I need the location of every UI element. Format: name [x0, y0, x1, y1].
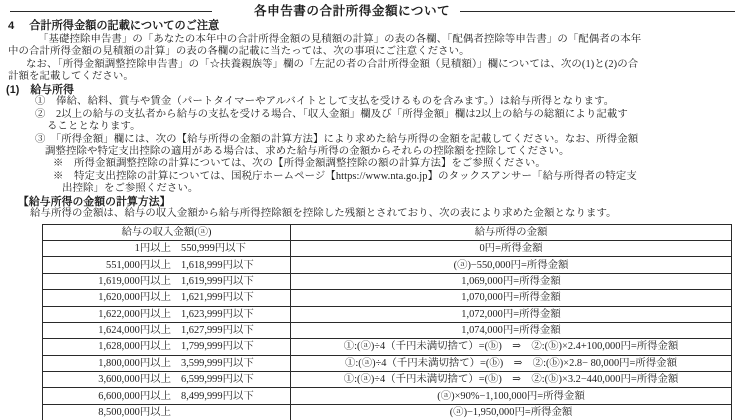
- table-row: [43, 372, 732, 388]
- table-row: [43, 388, 732, 404]
- income-calculation-table: [42, 224, 732, 420]
- table-row: [43, 273, 732, 289]
- salary-range-cell: [43, 388, 291, 404]
- table-header-row: [43, 224, 732, 240]
- salary-range-cell: [43, 322, 291, 338]
- income-amount-cell: 1,069,000円=所得金額: [291, 273, 732, 289]
- range-upper-bound: 1,623,999円以下: [181, 308, 254, 320]
- range-lower-bound: 1,622,000円以上: [98, 308, 171, 320]
- range-lower-bound: 1,619,000円以上: [98, 275, 171, 287]
- range-upper-bound: 6,599,999円以下: [181, 374, 254, 386]
- table-row: [43, 306, 732, 322]
- range-upper-bound: 1,618,999円以下: [181, 259, 254, 271]
- table-row: [43, 290, 732, 306]
- text-line: 「基礎控除申告書」の「あなたの本年中の合計所得金額の見積額の計算」の表の各欄、「配偶者控除等申告書」の「配偶者の本年: [38, 34, 642, 45]
- salary-range-cell: [43, 240, 291, 256]
- text-line: ※ 所得金額調整控除の計算については、次の【所得金額調整控除の額の計算方法】をご参照ください。: [53, 158, 546, 170]
- range-lower-bound: 6,600,000円以上: [98, 390, 171, 402]
- range-lower-bound: 8,500,000円以上: [98, 407, 171, 419]
- section-title: 合計所得金額の記載についてのご注意: [29, 20, 220, 32]
- range-upper-bound: 1,621,999円以下: [181, 292, 254, 304]
- header-salary-revenue: 給与の収入金額(ⓐ): [43, 224, 291, 240]
- table-row: [43, 257, 732, 273]
- range-lower-bound: 551,000円以上: [106, 259, 171, 271]
- text-line: 【給与所得の金額の計算方法】: [18, 195, 171, 208]
- text-line: ることとなります。: [47, 121, 141, 133]
- table-row: [43, 355, 732, 371]
- text-line: 計額を記載してください。: [8, 71, 134, 83]
- text-line: 給与所得の金額は、給与の収入金額から給与所得控除額を控除した残額とされており、次の表により求めた金額となります。: [30, 208, 617, 220]
- title-bar: [0, 0, 739, 20]
- income-amount-cell: ①:(ⓐ)÷4（千円未満切捨て）=(ⓑ) ⇒ ②:(ⓑ)×2.4+100,000円=所得金額: [291, 339, 732, 355]
- table-row: [43, 404, 732, 420]
- section-number: 4: [8, 20, 15, 32]
- income-amount-cell: (ⓐ)−550,000円=所得金額: [291, 257, 732, 273]
- range-lower-bound: 1,800,000円以上: [98, 357, 171, 369]
- text-line: なお、「所得金額調整控除申告書」の「☆扶養親族等」欄の「左記の者の合計所得金額（見積額）」欄については、次の(1)と(2)の合: [26, 58, 639, 70]
- table-row: [43, 240, 732, 256]
- salary-range-cell: [43, 257, 291, 273]
- text-line: ① 俸給、給料、賞与や賃金（パートタイマーやアルバイトとして支払を受けるものを含みます。）は給与所得となります。: [35, 96, 615, 108]
- text-line: (1) 給与所得: [6, 83, 74, 96]
- income-amount-cell: 1,072,000円=所得金額: [291, 306, 732, 322]
- salary-range-cell: [43, 339, 291, 355]
- range-lower-bound: 1,624,000円以上: [98, 325, 171, 337]
- text-line: 出控除」をご参照ください。: [62, 183, 199, 195]
- salary-range-cell: [43, 372, 291, 388]
- income-amount-cell: 1,070,000円=所得金額: [291, 290, 732, 306]
- range-lower-bound: 1,628,000円以上: [98, 341, 171, 353]
- title-rule-left: [10, 11, 212, 12]
- text-line: ③ 「所得金額」欄には、次の【給与所得の金額の計算方法】により求めた給与所得の金額を記載してください。なお、所得金額: [35, 133, 639, 145]
- income-amount-cell: 1,074,000円=所得金額: [291, 322, 732, 338]
- table-row: [43, 322, 732, 338]
- body-text: [0, 34, 739, 221]
- text-line: ※ 特定支出控除の計算については、国税庁ホームページ【https://www.nta.go.jp】のタックスアンサー「給与所得者の特定支: [53, 170, 637, 182]
- range-upper-bound: 1,619,999円以下: [181, 275, 254, 287]
- income-amount-cell: ①:(ⓐ)÷4（千円未満切捨て）=(ⓑ) ⇒ ②:(ⓑ)×2.8− 80,000円=所得金額: [291, 355, 732, 371]
- income-amount-cell: ①:(ⓐ)÷4（千円未満切捨て）=(ⓑ) ⇒ ②:(ⓑ)×3.2−440,000円=所得金額: [291, 372, 732, 388]
- text-line: 中の合計所得金額の見積額の計算」の表の各欄の記載に当たっては、次の事項にご注意ください。: [8, 46, 470, 58]
- text-line: ② 2以上の給与の支払者から給与の支払を受ける場合、「収入金額」欄及び「所得金額」欄は2以上の給与の総額により記載す: [35, 108, 628, 120]
- salary-range-cell: [43, 273, 291, 289]
- salary-range-cell: [43, 355, 291, 371]
- page-title: 各申告書の合計所得金額について: [254, 4, 451, 18]
- range-upper-bound: 550,999円以下: [181, 243, 246, 255]
- range-upper-bound: 1,627,999円以下: [181, 325, 254, 337]
- range-upper-bound: 8,499,999円以下: [181, 390, 254, 402]
- range-lower-bound: 3,600,000円以上: [98, 374, 171, 386]
- text-line: 調整控除や特定支出控除の適用がある場合は、求めた給与所得の金額からそれらの控除額を控除してください。: [45, 145, 570, 157]
- range-lower-bound: 1,620,000円以上: [98, 292, 171, 304]
- title-rule-right: [460, 11, 735, 12]
- income-amount-cell: (ⓐ)−1,950,000円=所得金額: [291, 404, 732, 420]
- salary-range-cell: [43, 290, 291, 306]
- salary-range-cell: [43, 306, 291, 322]
- salary-range-cell: [43, 404, 291, 420]
- income-amount-cell: (ⓐ)×90%−1,100,000円=所得金額: [291, 388, 732, 404]
- range-lower-bound: 1円以上: [134, 243, 171, 255]
- table-row: [43, 339, 732, 355]
- header-salary-income: 給与所得の金額: [291, 224, 732, 240]
- income-amount-cell: 0円=所得金額: [291, 240, 732, 256]
- section-heading: [0, 20, 739, 33]
- range-upper-bound: 3,599,999円以下: [181, 357, 254, 369]
- range-upper-bound: 1,799,999円以下: [181, 341, 254, 353]
